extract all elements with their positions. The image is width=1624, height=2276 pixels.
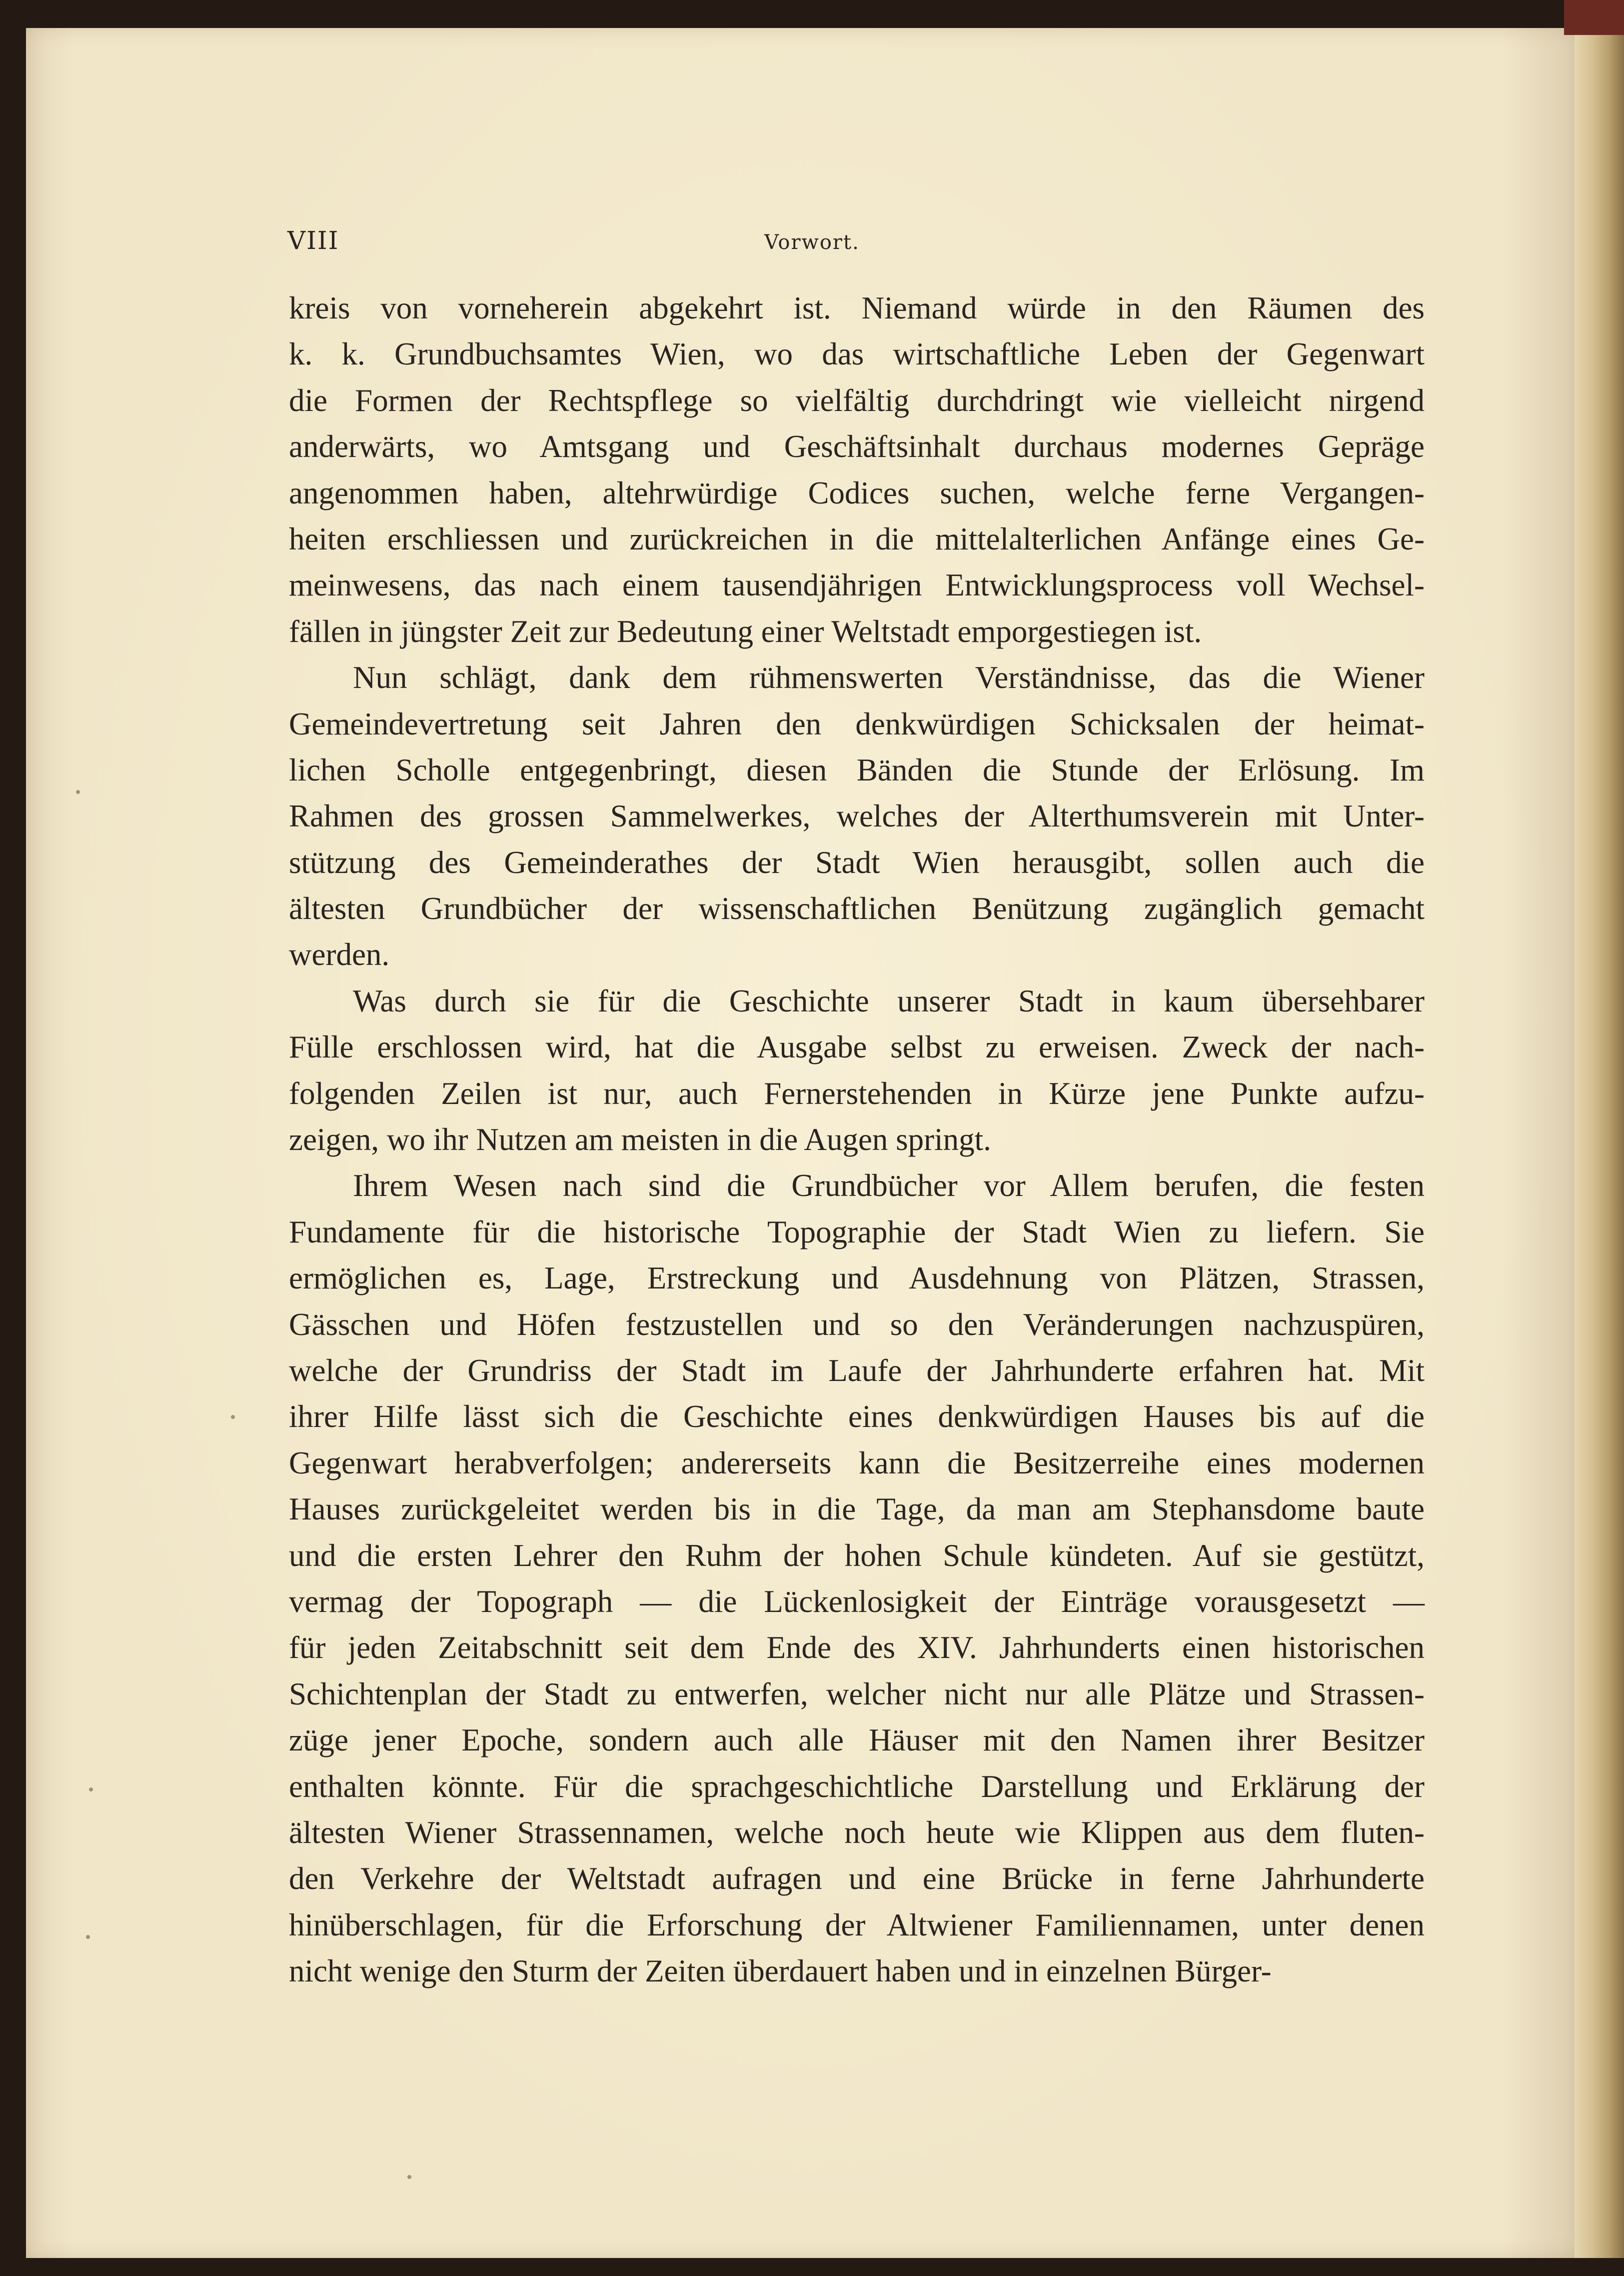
text-line: kreis von vorneherein abgekehrt ist. Niemand würde in den Räumen des — [289, 290, 1425, 326]
scan-border-left — [0, 0, 26, 2276]
text-line: Ihrem Wesen nach sind die Grundbücher vor Allem berufen, die festen — [353, 1168, 1425, 1204]
text-line: ältesten Wiener Strassennamen, welche noch heute wie Klippen aus dem fluten- — [289, 1814, 1425, 1850]
text-line: enthalten könnte. Für die sprachgeschichtliche Darstellung und Erklärung der — [289, 1768, 1425, 1804]
text-line: Schichtenplan der Stadt zu entwerfen, welcher nicht nur alle Plätze und Strassen- — [289, 1676, 1425, 1712]
text-line: ältesten Grundbücher der wissenschaftlichen Benützung zugänglich gemacht — [289, 891, 1425, 926]
margin-speck — [76, 790, 80, 794]
text-line: Gemeindevertretung seit Jahren den denkwürdigen Schicksalen der heimat- — [289, 706, 1425, 742]
text-line: ermöglichen es, Lage, Erstreckung und Ausdehnung von Plätzen, Strassen, — [289, 1260, 1425, 1296]
text-line: meinwesens, das nach einem tausendjährigen Entwicklungsprocess voll Wechsel- — [289, 568, 1425, 603]
text-line: zeigen, wo ihr Nutzen am meisten in die Augen springt. — [289, 1122, 991, 1158]
margin-speck — [86, 1935, 90, 1939]
text-line: Rahmen des grossen Sammelwerkes, welches der Alterthumsverein mit Unter- — [289, 798, 1425, 834]
text-line: vermag der Topograph — die Lückenlosigkeit der Einträge vorausgesetzt — — [289, 1584, 1425, 1619]
text-line: Gegenwart herabverfolgen; andererseits kann die Besitzerreihe eines modernen — [289, 1445, 1425, 1480]
page-gutter-edge — [1575, 28, 1624, 2258]
text-line: nicht wenige den Sturm der Zeiten überdauert haben und in einzelnen Bürger- — [289, 1954, 1272, 1989]
text-line: Nun schlägt, dank dem rühmenswerten Verständnisse, das die Wiener — [353, 660, 1425, 696]
running-title: Vorwort. — [764, 231, 860, 254]
text-line: Fundamente für die historische Topographie der Stadt Wien zu liefern. Sie — [289, 1214, 1425, 1250]
text-line: folgenden Zeilen ist nur, auch Fernerstehenden in Kürze jene Punkte aufzu- — [289, 1076, 1425, 1111]
scan-border-top — [0, 0, 1624, 28]
text-line: heiten erschliessen und zurückreichen in die mittelalterlichen Anfänge eines Ge- — [289, 521, 1425, 556]
text-line: Hauses zurückgeleitet werden bis in die Tage, da man am Stephansdome baute — [289, 1492, 1425, 1527]
text-line: Gässchen und Höfen festzustellen und so den Veränderungen nachzuspüren, — [289, 1306, 1425, 1342]
text-line: für jeden Zeitabschnitt seit dem Ende des XIV. Jahrhunderts einen historischen — [289, 1630, 1425, 1666]
text-line: den Verkehre der Weltstadt aufragen und eine Brücke in ferne Jahrhunderte — [289, 1861, 1425, 1896]
text-line: k. k. Grundbuchsamtes Wien, wo das wirtschaftliche Leben der Gegenwart — [289, 336, 1425, 372]
text-line: hinüberschlagen, für die Erforschung der Altwiener Familiennamen, unter denen — [289, 1907, 1425, 1942]
scan-border-bottom — [0, 2258, 1624, 2276]
text-line: ihrer Hilfe lässt sich die Geschichte eines denkwürdigen Hauses bis auf die — [289, 1399, 1425, 1434]
text-line: Was durch sie für die Geschichte unserer Stadt in kaum übersehbarer — [353, 983, 1425, 1018]
text-line: Fülle erschlossen wird, hat die Ausgabe selbst zu erweisen. Zweck der nach- — [289, 1030, 1425, 1065]
text-line: fällen in jüngster Zeit zur Bedeutung einer Weltstadt emporgestiegen ist. — [289, 614, 1202, 649]
text-line: angenommen haben, altehrwürdige Codices suchen, welche ferne Vergangen- — [289, 475, 1425, 510]
page-number: VIII — [287, 226, 339, 255]
text-line: anderwärts, wo Amtsgang und Geschäftsinhalt durchaus modernes Gepräge — [289, 429, 1425, 464]
margin-speck — [231, 1415, 235, 1419]
text-line: lichen Scholle entgegenbringt, diesen Bänden die Stunde der Erlösung. Im — [289, 752, 1425, 788]
book-cover-corner — [1564, 0, 1624, 35]
text-line: züge jener Epoche, sondern auch alle Häuser mit den Namen ihrer Besitzer — [289, 1722, 1425, 1758]
margin-speck — [89, 1788, 93, 1792]
body-text — [289, 285, 1425, 1994]
text-line: und die ersten Lehrer den Ruhm der hohen Schule kündeten. Auf sie gestützt, — [289, 1538, 1425, 1573]
text-line: die Formen der Rechtspflege so vielfältig durchdringt wie vielleicht nirgend — [289, 382, 1425, 418]
margin-speck — [407, 2175, 411, 2179]
text-line: werden. — [289, 937, 390, 972]
text-line: stützung des Gemeinderathes der Stadt Wien herausgibt, sollen auch die — [289, 844, 1425, 880]
text-line: welche der Grundriss der Stadt im Laufe der Jahrhunderte erfahren hat. Mit — [289, 1352, 1425, 1388]
